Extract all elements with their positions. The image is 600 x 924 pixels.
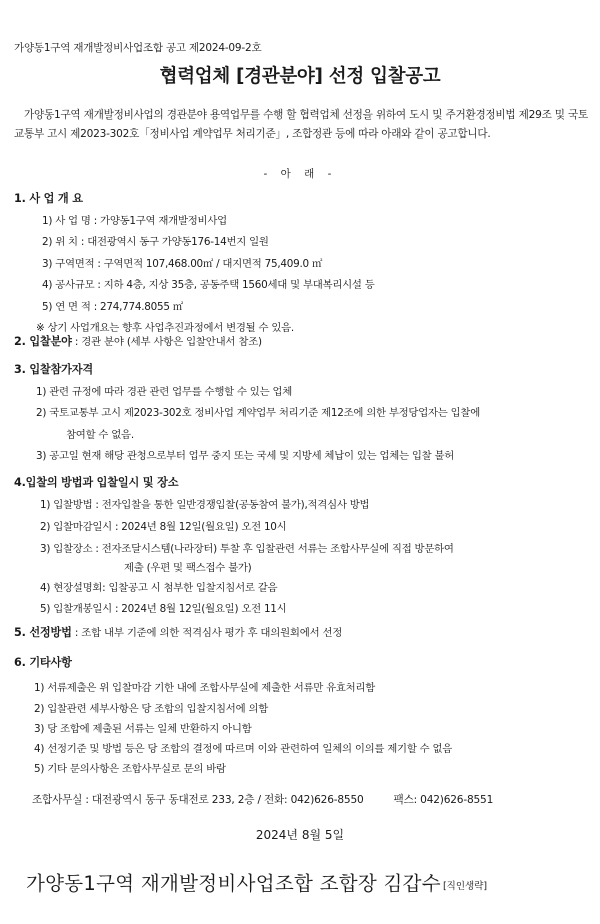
- section-1-title: 1. 사 업 개 요: [14, 192, 83, 205]
- list-item: 3) 입찰장소 : 전자조달시스템(나라장터) 투찰 후 입찰관련 서류는 조합사무실에 직접 방문하여: [40, 543, 454, 555]
- section-2-text: : 경관 분야 (세부 사항은 입찰안내서 참조): [71, 336, 262, 348]
- list-item: 1) 서류제출은 위 입찰마감 기한 내에 조합사무실에 제출한 서류만 유효처리함: [34, 682, 376, 694]
- list-item: 3) 당 조합에 제출된 서류는 일체 반환하지 아니함: [34, 723, 252, 735]
- list-item: 제출 (우편 및 팩스접수 불가): [124, 562, 252, 574]
- section-6-title: 6. 기타사항: [14, 656, 72, 669]
- list-item: 2) 입찰관련 세부사항은 당 조합의 입찰지침서에 의함: [34, 703, 269, 715]
- list-item: 4) 공사규모 : 지하 4층, 지상 35층, 공동주택 1560세대 및 부대복리시설 등: [42, 279, 375, 291]
- signature-line: [26, 868, 487, 896]
- list-item: 참여할 수 없음.: [66, 429, 134, 441]
- section-4-title: 4.입찰의 방법과 입찰일시 및 장소: [14, 476, 179, 489]
- section-5-title: 5. 선정방법: [14, 626, 72, 639]
- section-3-heading: [14, 361, 93, 377]
- notice-number: 가양동1구역 재개발정비사업조합 공고 제2024-09-2호: [14, 42, 262, 54]
- section-1-note: ※ 상기 사업개요는 향후 사업추진과정에서 변경될 수 있음.: [36, 322, 294, 334]
- section-4-heading: [14, 474, 178, 490]
- below-marker: - 아 래 -: [263, 168, 337, 180]
- list-item: 2) 입찰마감일시 : 2024년 8월 12일(월요일) 오전 10시: [40, 521, 287, 533]
- list-item: 4) 현장설명회: 입찰공고 시 첨부한 입찰지침서로 갈음: [40, 582, 278, 594]
- section-1-heading: [14, 190, 83, 206]
- list-item: 3) 공고일 현재 해당 관청으로부터 업무 중지 또는 국세 및 지방세 체납이 있는 업체는 입찰 불허: [36, 450, 455, 462]
- list-item: 2) 국토교통부 고시 제2023-302호 정비사업 계약업무 처리기준 제12조에 의한 부정당업자는 입찰에: [36, 407, 480, 419]
- page-title: 협력업체 [경관분야] 선정 입찰공고: [159, 66, 441, 87]
- list-item: 1) 관련 규정에 따라 경관 관련 업무를 수행할 수 있는 업체: [36, 386, 293, 398]
- list-item: 1) 사 업 명 : 가양동1구역 재개발정비사업: [42, 215, 227, 227]
- seal-omitted-label: [직인생략]: [442, 881, 488, 892]
- list-item: 1) 입찰방법 : 전자입찰을 통한 일반경쟁입찰(공동참여 불가),적격심사 방법: [40, 499, 370, 511]
- list-item: 3) 구역면적 : 구역면적 107,468.00㎡ / 대지면적 75,409.0 ㎡: [42, 258, 323, 270]
- office-fax: 팩스: 042)626-8551: [393, 794, 494, 806]
- notice-date: 2024년 8월 5일: [255, 828, 345, 842]
- office-address: 조합사무실 : 대전광역시 동구 동대전로 233, 2층 / 전화: 042)626-8550: [32, 794, 364, 806]
- section-2-row: [14, 333, 262, 349]
- office-contact: [32, 792, 493, 807]
- list-item: 4) 선정기준 및 방법 등은 당 조합의 결정에 따르며 이와 관련하여 일체의 이의를 제기할 수 없음: [34, 743, 453, 755]
- list-item: 2) 위 치 : 대전광역시 동구 가양동176-14번지 일원: [42, 236, 269, 248]
- signature: 가양동1구역 재개발정비사업조합 조합장 김갑수: [26, 872, 441, 895]
- section-2-title: 2. 입찰분야: [14, 335, 72, 348]
- list-item: 5) 연 면 적 : 274,774.8055 ㎡: [42, 301, 183, 313]
- section-3-title: 3. 입찰참가자격: [14, 363, 93, 376]
- section-5-row: [14, 624, 342, 640]
- section-6-heading: [14, 654, 72, 670]
- intro-paragraph: 가양동1구역 재개발정비사업의 경관분야 용역업무를 수행 할 협력업체 선정을 위하여 도시 및 주거환경정비법 제29조 및 국토교통부 고시 제2023-302호「정비사업 계약업무 처리기준」, 조합정관 등에 따라 아래와 같이 공고합니다.: [14, 109, 588, 140]
- list-item: 5) 입찰개봉일시 : 2024년 8월 12일(월요일) 오전 11시: [40, 603, 287, 615]
- list-item: 5) 기타 문의사항은 조합사무실로 문의 바람: [34, 763, 226, 775]
- section-5-text: : 조합 내부 기준에 의한 적격심사 평가 후 대의원회에서 선정: [71, 627, 343, 639]
